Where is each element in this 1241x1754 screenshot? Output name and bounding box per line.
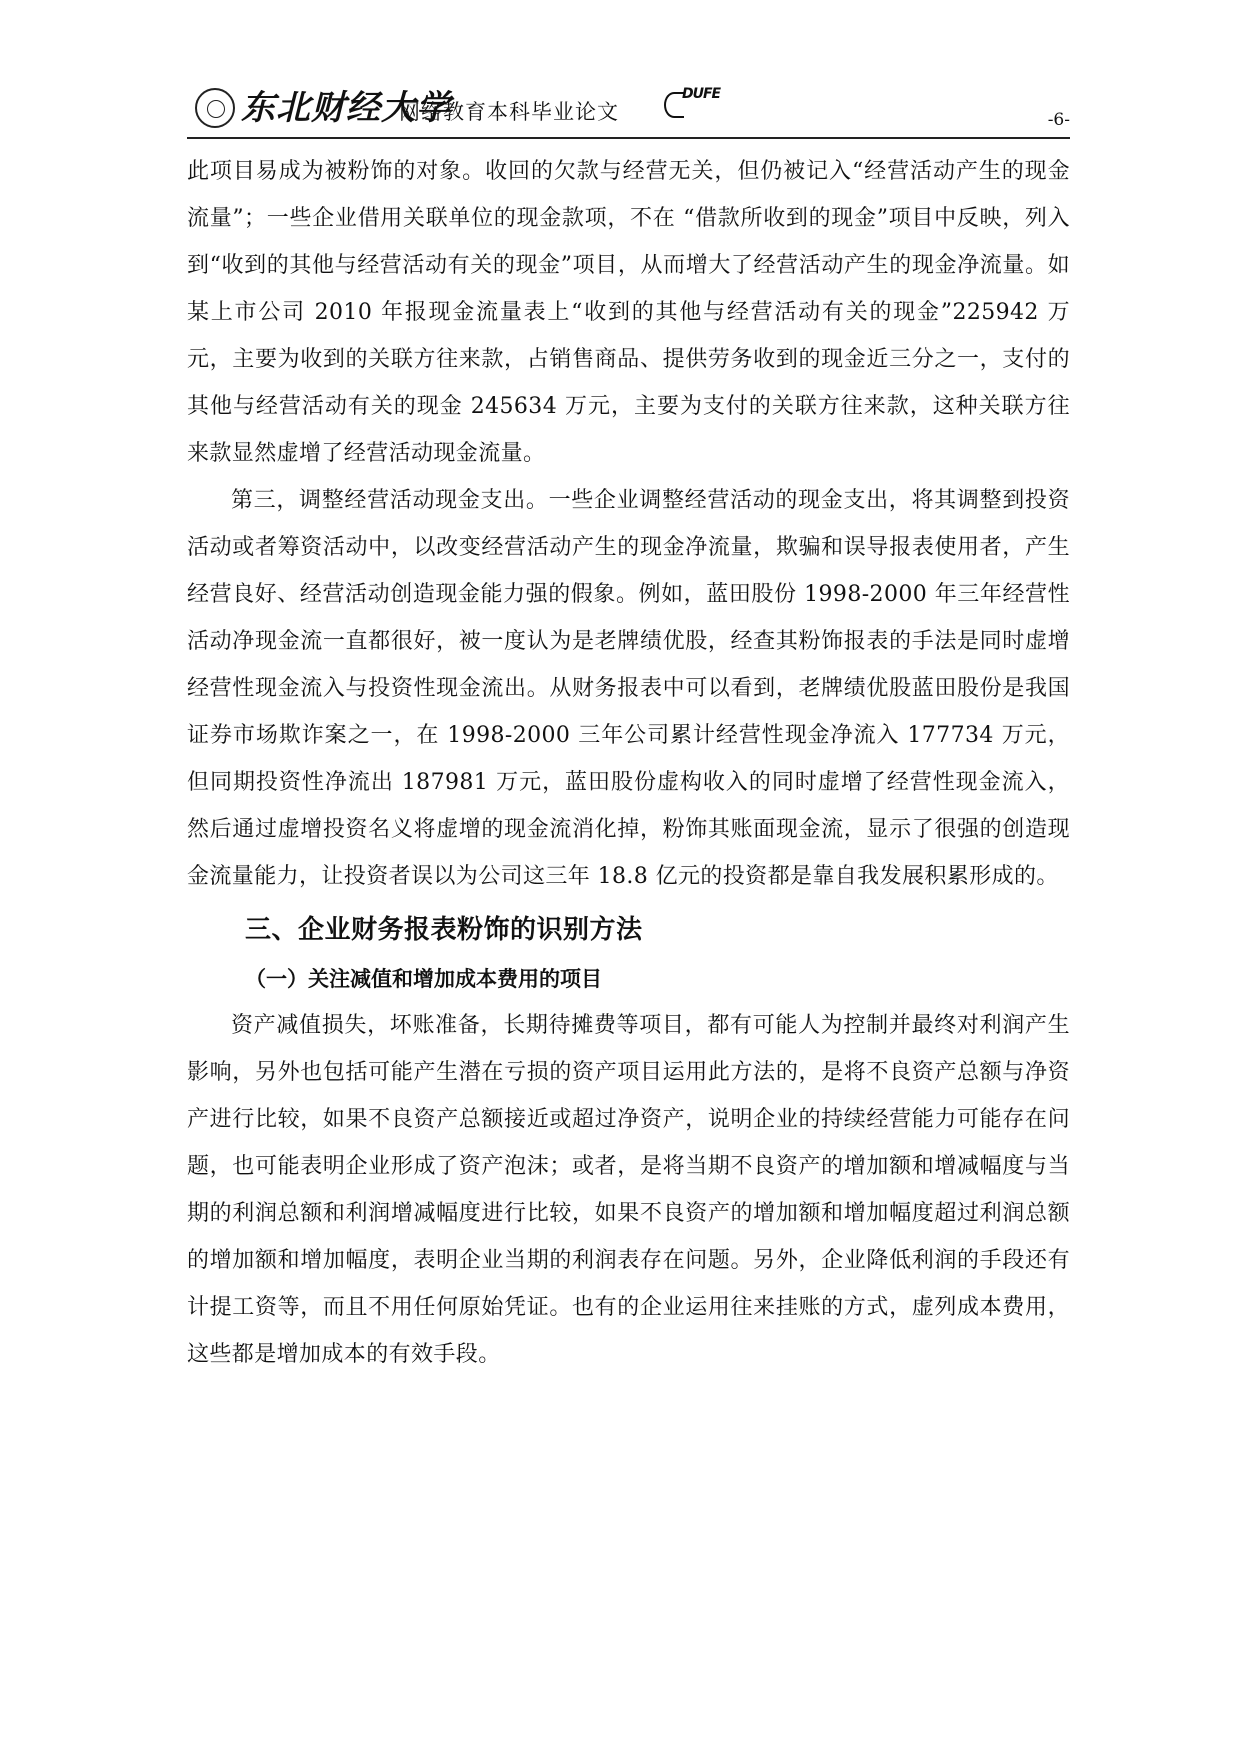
page-number: -6- [1047,110,1070,130]
university-seal-icon [195,88,235,128]
page-header [187,80,1070,136]
university-logo-text: 东北财经大学 [241,88,451,128]
paragraph-continued: 此项目易成为被粉饰的对象。收回的欠款与经营无关，但仍被记入“经营活动产生的现金流量”；一些企业借用关联单位的现金款项，不在 “借款所收到的现金”项目中反映，列入到“收到的其他与经营活动有关的现金”项目，从而增大了经营活动产生的现金净流量。如某上市公司 2010 年报现金流量表上“收到的其他与经营活动有关的现金”225942 万元，主要为收到的关联方往来款，占销售商品、提供劳务收到的现金近三分之一，支付的其他与经营活动有关的现金 245634 万元，主要为支付的关联方往来款，这种关联方往来款显然虚增了经营活动现金流量。 [187,159,1070,466]
dufe-logo-icon: DUFE [682,86,721,102]
paragraph: 资产减值损失，坏账准备，长期待摊费等项目，都有可能人为控制并最终对利润产生影响，另外也包括可能产生潜在亏损的资产项目运用此方法的，是将不良资产总额与净资产进行比较，如果不良资产总额接近或超过净资产，说明企业的持续经营能力可能存在问题，也可能表明企业形成了资产泡沫；或者，是将当期不良资产的增加额和增减幅度与当期的利润总额和利润增减幅度进行比较，如果不良资产的增加额和增加幅度超过利润总额的增加额和增加幅度，表明企业当期的利润表存在问题。另外，企业降低利润的手段还有计提工资等，而且不用任何原始凭证。也有的企业运用往来挂账的方式，虚列成本费用，这些都是增加成本的有效手段。 [187,1013,1070,1367]
subsection-heading: （一）关注减值和增加成本费用的项目 [245,966,602,991]
header-subtitle: 网络教育本科毕业论文 [399,100,619,124]
document-body [187,148,1070,1378]
header-divider [187,137,1070,139]
paragraph: 第三，调整经营活动现金支出。一些企业调整经营活动的现金支出，将其调整到投资活动或者筹资活动中，以改变经营活动产生的现金净流量，欺骗和误导报表使用者，产生经营良好、经营活动创造现金能力强的假象。例如，蓝田股份 1998-2000 年三年经营性活动净现金流一直都很好，被一度认为是老牌绩优股，经查其粉饰报表的手法是同时虚增经营性现金流入与投资性现金流出。从财务报表中可以看到，老牌绩优股蓝田股份是我国证券市场欺诈案之一，在 1998-2000 三年公司累计经营性现金净流入 177734 万元，但同期投资性净流出 187981 万元，蓝田股份虚构收入的同时虚增了经营性现金流入，然后通过虚增投资名义将虚增的现金流消化掉，粉饰其账面现金流，显示了很强的创造现金流量能力，让投资者误以为公司这三年 18.8 亿元的投资都是靠自我发展积累形成的。 [187,488,1070,889]
section-heading: 三、企业财务报表粉饰的识别方法 [245,915,643,945]
